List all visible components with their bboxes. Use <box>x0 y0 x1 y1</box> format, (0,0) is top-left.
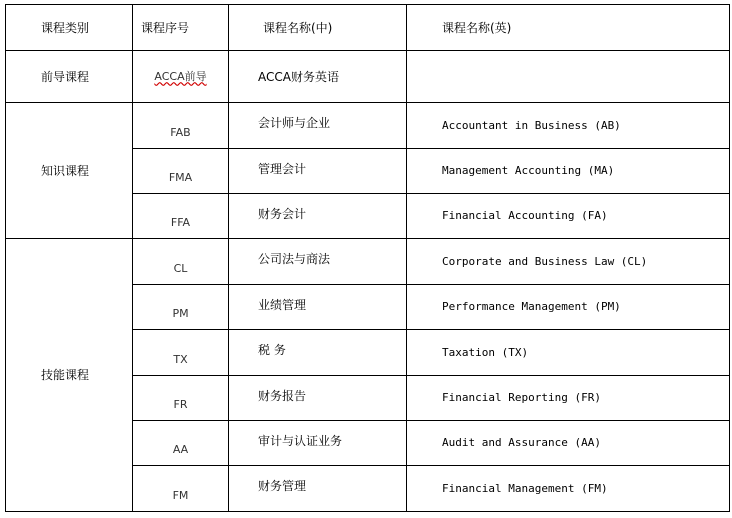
course-code-cell: CL <box>133 239 229 285</box>
course-code-cell: TX <box>133 330 229 376</box>
course-name-cn-cell: 财务会计 <box>229 194 407 239</box>
header-category: 课程类别 <box>6 5 133 51</box>
course-name-en-cell: Taxation (TX) <box>407 330 730 376</box>
course-name-cn-cell: 审计与认证业务 <box>229 421 407 466</box>
course-name-cn-cell: ACCA财务英语 <box>229 51 407 103</box>
course-name-en-cell <box>407 51 730 103</box>
course-name-cn-cell: 财务管理 <box>229 466 407 512</box>
course-name-en-cell: Accountant in Business (AB) <box>407 103 730 149</box>
header-name-cn: 课程名称(中) <box>229 5 407 51</box>
course-name-cn-cell: 管理会计 <box>229 149 407 194</box>
course-name-cn-cell: 公司法与商法 <box>229 239 407 285</box>
header-row <box>6 5 730 51</box>
course-name-en-cell: Financial Reporting (FR) <box>407 376 730 421</box>
course-name-en-cell: Financial Accounting (FA) <box>407 194 730 239</box>
course-name-en-cell: Audit and Assurance (AA) <box>407 421 730 466</box>
course-name-cn-cell: 会计师与企业 <box>229 103 407 149</box>
course-name-en-cell: Performance Management (PM) <box>407 285 730 330</box>
course-code-cell: FMA <box>133 149 229 194</box>
course-name-en-cell: Financial Management (FM) <box>407 466 730 512</box>
course-code-cell: FFA <box>133 194 229 239</box>
header-name-en: 课程名称(英) <box>407 5 730 51</box>
course-table <box>5 4 730 512</box>
category-cell: 技能课程 <box>6 239 133 512</box>
course-name-cn-cell: 业绩管理 <box>229 285 407 330</box>
course-name-en-cell: Management Accounting (MA) <box>407 149 730 194</box>
spellcheck-underlined-code: ACCA前导 <box>154 69 207 83</box>
header-code: 课程序号 <box>133 5 229 51</box>
category-cell: 知识课程 <box>6 103 133 239</box>
course-code-cell: AA <box>133 421 229 466</box>
course-code-cell: FM <box>133 466 229 512</box>
course-name-en-cell: Corporate and Business Law (CL) <box>407 239 730 285</box>
course-name-cn-cell: 财务报告 <box>229 376 407 421</box>
course-code-cell <box>133 51 229 103</box>
table-row <box>6 239 730 285</box>
course-name-cn-cell: 税 务 <box>229 330 407 376</box>
table-row <box>6 103 730 149</box>
table-row <box>6 51 730 103</box>
course-code-cell: PM <box>133 285 229 330</box>
course-code-cell: FR <box>133 376 229 421</box>
course-code-cell: FAB <box>133 103 229 149</box>
category-cell: 前导课程 <box>6 51 133 103</box>
